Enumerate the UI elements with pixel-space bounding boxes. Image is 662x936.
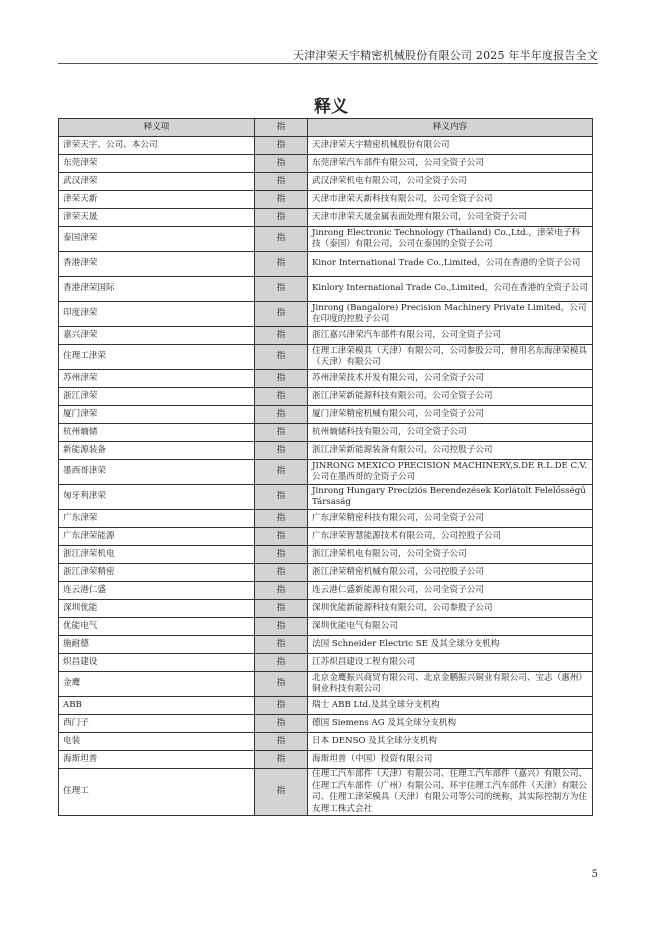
term-cell: 津荣天宇、公司、本公司 xyxy=(59,137,255,155)
table-row xyxy=(59,327,593,345)
term-cell: 香港津荣国际 xyxy=(59,277,255,302)
term-cell: 嘉兴津荣 xyxy=(59,327,255,345)
table-row xyxy=(59,277,593,302)
term-cell: 西门子 xyxy=(59,715,255,733)
definition-cell: 苏州津荣技术开发有限公司，公司全资子公司 xyxy=(308,370,593,388)
definition-cell: 住理工汽车部件（天津）有限公司、住理工汽车部件（嘉兴）有限公司、住理工汽车部件（广州）有限公司、环宇住理工汽车部件（天津）有限公司、住理工津荣模具（天津）有限公司等公司的统称，其实际控制方为住友理工株式会社 xyxy=(308,769,593,816)
table-row xyxy=(59,227,593,252)
header-term: 释义项 xyxy=(59,119,255,137)
refers-cell: 指 xyxy=(255,715,308,733)
refers-cell: 指 xyxy=(255,733,308,751)
refers-cell: 指 xyxy=(255,582,308,600)
refers-cell: 指 xyxy=(255,345,308,370)
table-row xyxy=(59,715,593,733)
header-definition: 释义内容 xyxy=(308,119,593,137)
definition-cell: 厦门津荣精密机械有限公司，公司全资子公司 xyxy=(308,406,593,424)
definitions-table xyxy=(58,118,593,816)
table-row xyxy=(59,636,593,654)
refers-cell: 指 xyxy=(255,388,308,406)
page-number: 5 xyxy=(591,869,598,880)
term-cell: 浙江津荣精密 xyxy=(59,564,255,582)
refers-cell: 指 xyxy=(255,227,308,252)
definition-cell: 江苏炽昌建设工程有限公司 xyxy=(308,654,593,672)
term-cell: 香港津荣 xyxy=(59,252,255,277)
table-row xyxy=(59,654,593,672)
refers-cell: 指 xyxy=(255,252,308,277)
definition-cell: 浙江津荣新能源装备有限公司，公司控股子公司 xyxy=(308,442,593,460)
refers-cell: 指 xyxy=(255,751,308,769)
definition-cell: 广东津荣精密科技有限公司，公司全资子公司 xyxy=(308,510,593,528)
definition-cell: 武汉津荣机电有限公司，公司全资子公司 xyxy=(308,173,593,191)
definition-cell: JINRONG MEXICO PRECISION MACHINERY,S.DE R.L.DE C.V.公司在墨西哥的全资子公司 xyxy=(308,460,593,485)
table-row xyxy=(59,460,593,485)
term-cell: 泰国津荣 xyxy=(59,227,255,252)
term-cell: 住理工 xyxy=(59,769,255,816)
definition-cell: Jinrong (Bangalore) Precision Machinery Private Limited，公司在印度的控股子公司 xyxy=(308,302,593,327)
refers-cell: 指 xyxy=(255,769,308,816)
refers-cell: 指 xyxy=(255,528,308,546)
table-row xyxy=(59,302,593,327)
table-row xyxy=(59,424,593,442)
definition-cell: Jinrong Hungary Precíziós Berendezések Korlátolt Felelősségű Társaság xyxy=(308,485,593,510)
definition-cell: 瑞士 ABB Ltd.及其全球分支机构 xyxy=(308,697,593,715)
table-row xyxy=(59,406,593,424)
refers-cell: 指 xyxy=(255,697,308,715)
term-cell: 海斯坦普 xyxy=(59,751,255,769)
definition-cell: 杭州熵储科技有限公司，公司全资子公司 xyxy=(308,424,593,442)
page-title: 释义 xyxy=(314,97,348,117)
table-header-row xyxy=(59,119,593,137)
refers-cell: 指 xyxy=(255,442,308,460)
term-cell: 浙江津荣机电 xyxy=(59,546,255,564)
page-header: 天津津荣天宇精密机械股份有限公司 2025 年半年度报告全文 xyxy=(293,49,598,62)
definition-cell: 德国 Siemens AG 及其全球分支机构 xyxy=(308,715,593,733)
term-cell: 连云港仁盛 xyxy=(59,582,255,600)
table-row xyxy=(59,672,593,697)
table-row xyxy=(59,528,593,546)
table-row xyxy=(59,137,593,155)
table-row xyxy=(59,191,593,209)
refers-cell: 指 xyxy=(255,302,308,327)
term-cell: 广东津荣 xyxy=(59,510,255,528)
term-cell: 优能电气 xyxy=(59,618,255,636)
table-row xyxy=(59,173,593,191)
refers-cell: 指 xyxy=(255,672,308,697)
term-cell: 炽昌建设 xyxy=(59,654,255,672)
table-row xyxy=(59,582,593,600)
term-cell: 浙江津荣 xyxy=(59,388,255,406)
refers-cell: 指 xyxy=(255,564,308,582)
definition-cell: 日本 DENSO 及其全球分支机构 xyxy=(308,733,593,751)
table-row xyxy=(59,388,593,406)
definition-cell: 东莞津荣汽车部件有限公司，公司全资子公司 xyxy=(308,155,593,173)
table-row xyxy=(59,697,593,715)
definition-cell: Kinor International Trade Co.,Limited，公司在香港的全资子公司 xyxy=(308,252,593,277)
definition-cell: 天津市津荣天新科技有限公司，公司全资子公司 xyxy=(308,191,593,209)
term-cell: 杭州熵储 xyxy=(59,424,255,442)
refers-cell: 指 xyxy=(255,485,308,510)
definition-cell: 广东津荣智慧能源技术有限公司，公司控股子公司 xyxy=(308,528,593,546)
header-refers: 指 xyxy=(255,119,308,137)
refers-cell: 指 xyxy=(255,155,308,173)
table-row xyxy=(59,510,593,528)
table-row xyxy=(59,252,593,277)
term-cell: 施耐德 xyxy=(59,636,255,654)
term-cell: 津荣天晟 xyxy=(59,209,255,227)
definition-cell: 海斯坦普（中国）投资有限公司 xyxy=(308,751,593,769)
definition-cell: 连云港仁盛新能源有限公司，公司全资子公司 xyxy=(308,582,593,600)
table-row xyxy=(59,733,593,751)
table-row xyxy=(59,600,593,618)
refers-cell: 指 xyxy=(255,424,308,442)
table-row xyxy=(59,209,593,227)
table-row xyxy=(59,618,593,636)
refers-cell: 指 xyxy=(255,654,308,672)
term-cell: 武汉津荣 xyxy=(59,173,255,191)
definition-cell: 浙江津荣新能源科技有限公司，公司全资子公司 xyxy=(308,388,593,406)
term-cell: 深圳优能 xyxy=(59,600,255,618)
refers-cell: 指 xyxy=(255,327,308,345)
refers-cell: 指 xyxy=(255,600,308,618)
term-cell: 墨西哥津荣 xyxy=(59,460,255,485)
definition-cell: Jinrong Electronic Technology (Thailand) Co.,Ltd.，津荣电子科技（泰国）有限公司，公司在泰国的全资子公司 xyxy=(308,227,593,252)
refers-cell: 指 xyxy=(255,636,308,654)
table-row xyxy=(59,370,593,388)
definition-cell: 深圳优能新能源科技有限公司，公司参股子公司 xyxy=(308,600,593,618)
table-row xyxy=(59,155,593,173)
table-row xyxy=(59,345,593,370)
refers-cell: 指 xyxy=(255,137,308,155)
refers-cell: 指 xyxy=(255,370,308,388)
term-cell: 匈牙利津荣 xyxy=(59,485,255,510)
table-row xyxy=(59,564,593,582)
term-cell: 东莞津荣 xyxy=(59,155,255,173)
term-cell: 印度津荣 xyxy=(59,302,255,327)
term-cell: ABB xyxy=(59,697,255,715)
table-row xyxy=(59,442,593,460)
definition-cell: 浙江津荣机电有限公司，公司全资子公司 xyxy=(308,546,593,564)
term-cell: 津荣天新 xyxy=(59,191,255,209)
refers-cell: 指 xyxy=(255,510,308,528)
refers-cell: 指 xyxy=(255,173,308,191)
refers-cell: 指 xyxy=(255,191,308,209)
table-row xyxy=(59,769,593,816)
definition-cell: 北京金鹰振兴商贸有限公司、北京金鹏振兴铜业有限公司、宝志（惠州）铜业科技有限公司 xyxy=(308,672,593,697)
definition-cell: 天津市津荣天晟金属表面处理有限公司，公司全资子公司 xyxy=(308,209,593,227)
refers-cell: 指 xyxy=(255,277,308,302)
refers-cell: 指 xyxy=(255,460,308,485)
definition-cell: 住理工津荣模具（天津）有限公司，公司参股公司，曾用名东海津荣模具（天津）有限公司 xyxy=(308,345,593,370)
definition-cell: 天津津荣天宇精密机械股份有限公司 xyxy=(308,137,593,155)
definition-cell: 浙江津荣精密机械有限公司，公司控股子公司 xyxy=(308,564,593,582)
term-cell: 新能源装备 xyxy=(59,442,255,460)
refers-cell: 指 xyxy=(255,618,308,636)
header-divider xyxy=(58,63,598,64)
term-cell: 金鹰 xyxy=(59,672,255,697)
definition-cell: Kinlory International Trade Co.,Limited，公司在香港的全资子公司 xyxy=(308,277,593,302)
refers-cell: 指 xyxy=(255,546,308,564)
definition-cell: 法国 Schneider Electric SE 及其全球分支机构 xyxy=(308,636,593,654)
table-row xyxy=(59,546,593,564)
definition-cell: 深圳优能电气有限公司 xyxy=(308,618,593,636)
term-cell: 厦门津荣 xyxy=(59,406,255,424)
definition-cell: 浙江嘉兴津荣汽车部件有限公司，公司全资子公司 xyxy=(308,327,593,345)
table-row xyxy=(59,485,593,510)
term-cell: 苏州津荣 xyxy=(59,370,255,388)
refers-cell: 指 xyxy=(255,406,308,424)
term-cell: 电装 xyxy=(59,733,255,751)
term-cell: 广东津荣能源 xyxy=(59,528,255,546)
refers-cell: 指 xyxy=(255,209,308,227)
table-row xyxy=(59,751,593,769)
term-cell: 住理工津荣 xyxy=(59,345,255,370)
